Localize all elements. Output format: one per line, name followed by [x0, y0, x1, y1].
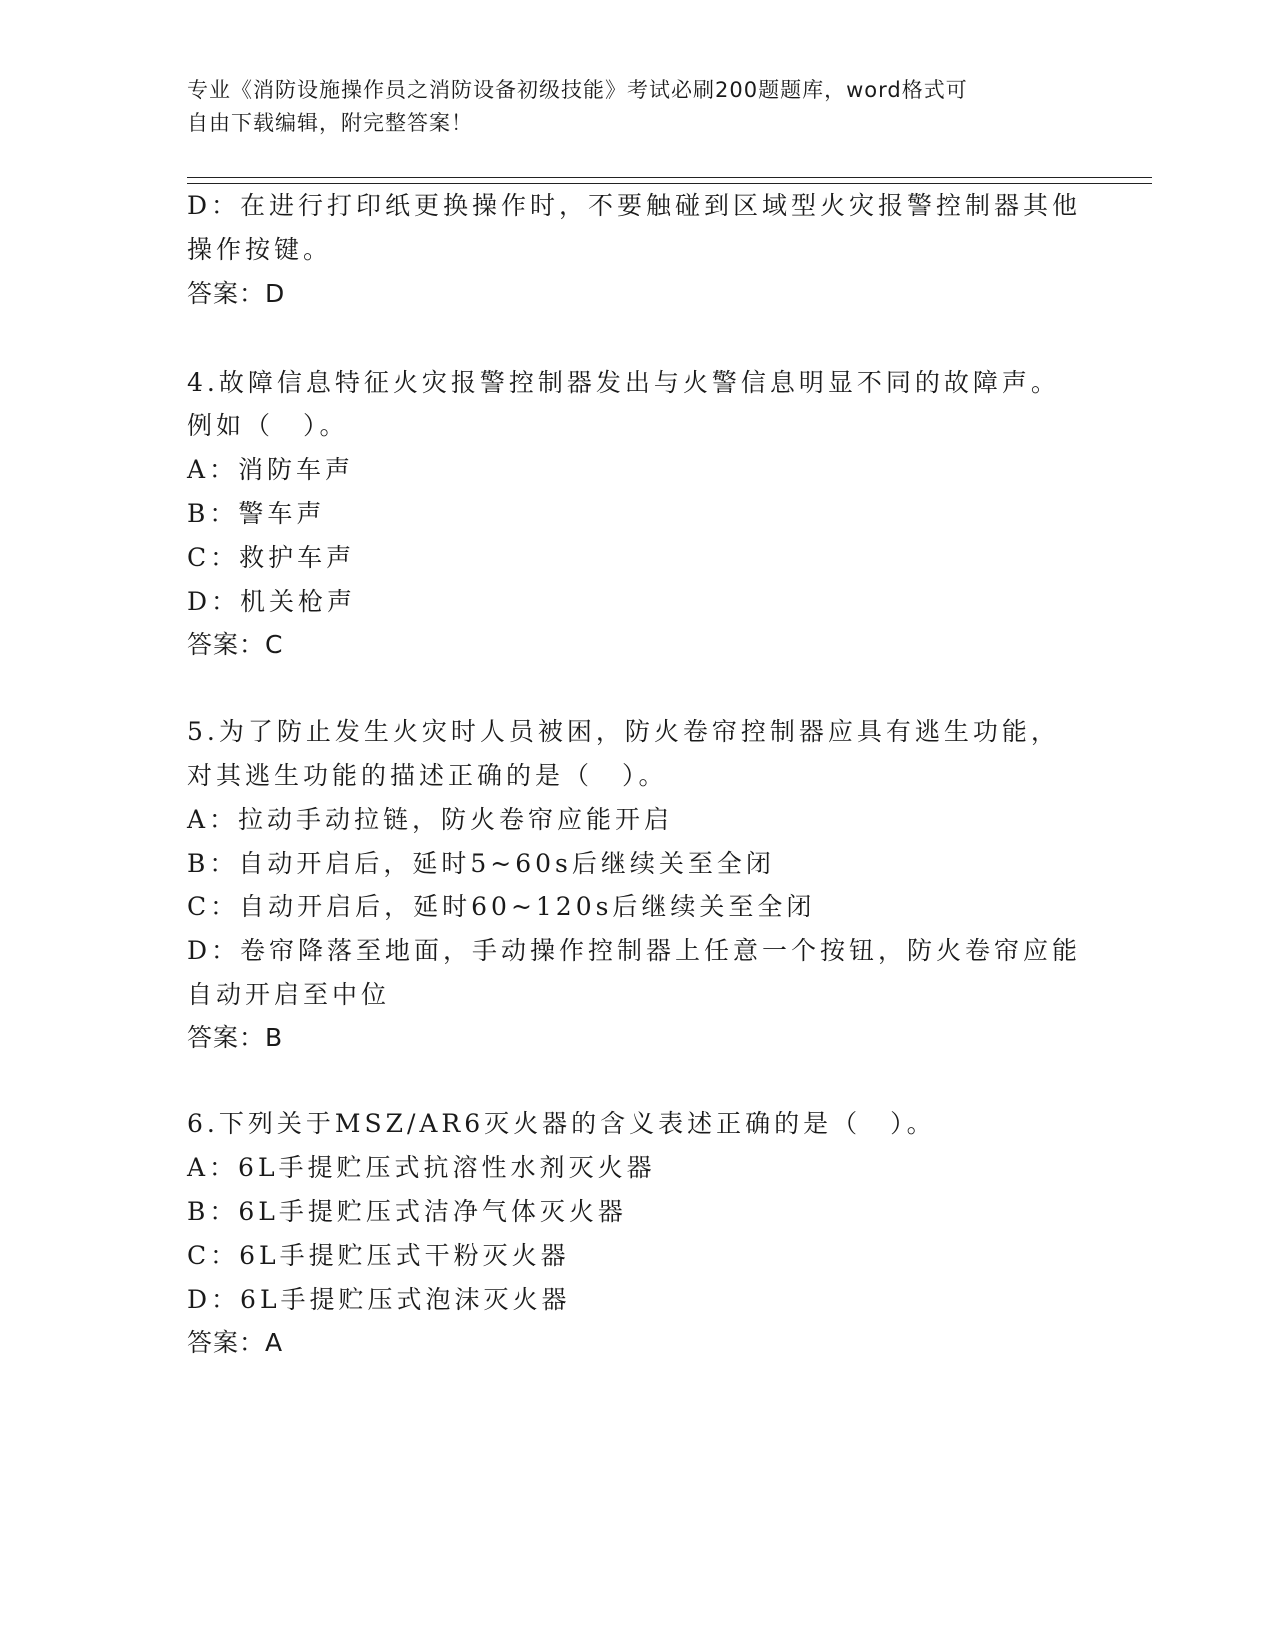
q5-option-d-line-2: 自动开启至中位: [187, 980, 391, 1009]
header-title-line-2: 自由下载编辑，附完整答案！: [187, 111, 473, 135]
q6-stem-line-1: 6.下列关于MSZ/AR6灭火器的含义表述正确的是（ ）。: [187, 1109, 936, 1138]
q6-answer: 答案：A: [187, 1328, 284, 1357]
q4-option-b: B：警车声: [187, 499, 326, 528]
q4-stem-line-2: 例如（ ）。: [187, 411, 349, 440]
q3-option-d-line-2: 操作按键。: [187, 235, 333, 264]
q6-option-b: B：6L手提贮压式洁净气体灭火器: [187, 1197, 627, 1226]
q5-stem-line-2: 对其逃生功能的描述正确的是（ ）。: [187, 761, 668, 790]
q5-answer: 答案：B: [187, 1023, 284, 1052]
document-header: [187, 74, 1067, 140]
q4-stem-line-1: 4.故障信息特征火灾报警控制器发出与火警信息明显不同的故障声。: [187, 368, 1060, 397]
q5-option-d-line-1: D：卷帘降落至地面，手动操作控制器上任意一个按钮，防火卷帘应能: [187, 936, 1082, 965]
q3-answer: 答案：D: [187, 279, 286, 308]
q4-option-d: D：机关枪声: [187, 587, 357, 616]
q6-option-a: A：6L手提贮压式抗溶性水剂灭火器: [187, 1153, 656, 1182]
q5-stem-line-1: 5.为了防止发生火灾时人员被困，防火卷帘控制器应具有逃生功能，: [187, 717, 1060, 746]
q5-option-a: A：拉动手动拉链，防火卷帘应能开启: [187, 805, 674, 834]
q5-option-b: B：自动开启后，延时5~60s后继续关至全闭: [187, 849, 775, 878]
header-divider-bottom: [187, 183, 1152, 184]
q3-option-d-line-1: D：在进行打印纸更换操作时，不要触碰到区域型火灾报警控制器其他: [187, 191, 1082, 220]
q4-option-c: C：救护车声: [187, 543, 356, 572]
header-divider-top: [187, 177, 1152, 178]
q6-option-d: D：6L手提贮压式泡沫灭火器: [187, 1285, 571, 1314]
header-title-line-1: 专业《消防设施操作员之消防设备初级技能》考试必刷200题题库，word格式可: [187, 78, 968, 102]
q4-option-a: A：消防车声: [187, 455, 355, 484]
q5-option-c: C：自动开启后，延时60~120s后继续关至全闭: [187, 892, 816, 921]
q4-answer: 答案：C: [187, 630, 284, 659]
q6-option-c: C：6L手提贮压式干粉灭火器: [187, 1241, 570, 1270]
